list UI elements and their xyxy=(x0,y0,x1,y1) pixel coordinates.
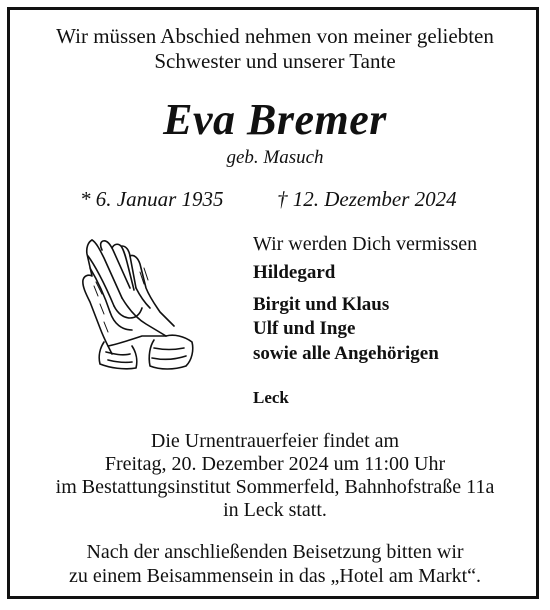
service-line: in Leck statt. xyxy=(223,499,327,521)
family-member: Ulf und Inge xyxy=(253,318,356,339)
birth-date: * 6. Januar 1935 xyxy=(80,187,224,211)
deceased-name: Eva Bremer xyxy=(163,95,387,144)
service-info xyxy=(10,430,540,522)
intro-line: Schwester und unserer Tante xyxy=(154,49,396,73)
gathering-info xyxy=(10,540,540,588)
family-member: Birgit und Klaus xyxy=(253,294,390,315)
service-line: im Bestattungsinstitut Sommerfeld, Bahnhofstraße 11a xyxy=(55,476,495,498)
miss-line: Wir werden Dich vermissen xyxy=(253,233,478,255)
family-member: Hildegard xyxy=(253,262,336,283)
death-date: † 12. Dezember 2024 xyxy=(277,187,457,211)
place: Leck xyxy=(253,388,289,407)
gathering-line: zu einem Beisammensein in das „Hotel am Markt“. xyxy=(68,565,482,587)
service-line: Die Urnentrauerfeier findet am xyxy=(150,430,400,452)
intro-line: Wir müssen Abschied nehmen von meiner geliebten xyxy=(56,24,494,48)
praying-hands-icon xyxy=(70,232,198,380)
intro-text xyxy=(10,24,540,74)
family-member: sowie alle Angehörigen xyxy=(253,343,439,364)
service-line: Freitag, 20. Dezember 2024 um 11:00 Uhr xyxy=(104,453,446,475)
maiden-name: geb. Masuch xyxy=(226,147,324,168)
gathering-line: Nach der anschließenden Beisetzung bitten wir xyxy=(86,541,464,563)
